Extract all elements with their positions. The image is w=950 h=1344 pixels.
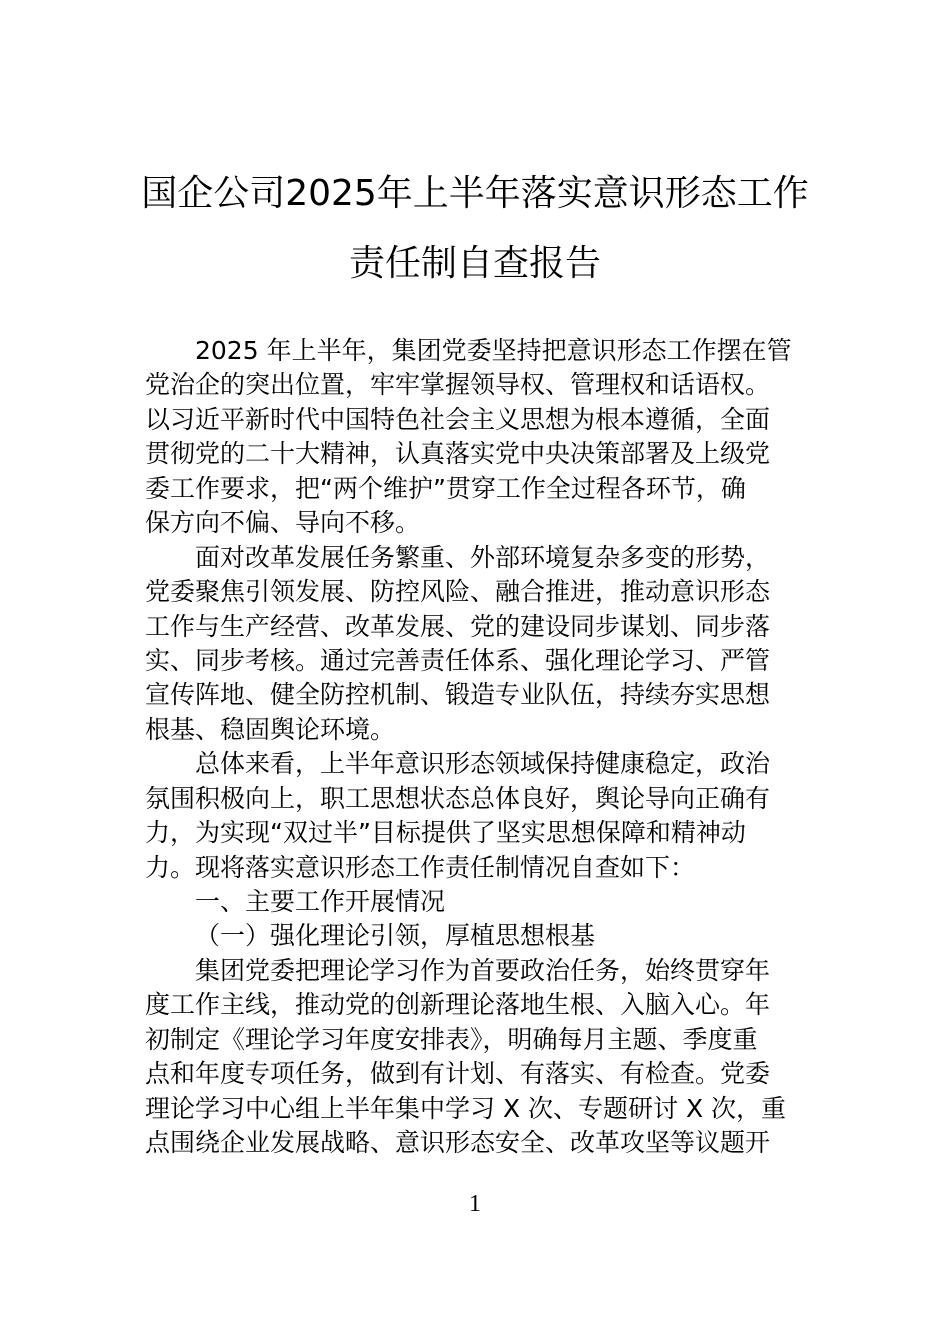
document-body [145,334,807,1161]
body-line: 工作与生产经营、改革发展、党的建设同步谋划、同步落 [145,611,771,641]
body-line: 理论学习中心组上半年集中学习 X 次、专题研讨 X 次，重 [145,1093,787,1123]
section-heading: 一、主要工作开展情况 [195,887,446,916]
body-line: 委工作要求，把“两个维护”贯穿工作全过程各环节，确 [145,473,746,503]
document-title-line-2: 责任制自查报告 [348,243,601,284]
body-line: 党治企的突出位置，牢牢掌握领导权、管理权和话语权。 [145,370,771,400]
body-line: 宣传阵地、健全防控机制、锻造专业队伍，持续夯实思想 [145,680,771,710]
body-line: 集团党委把理论学习作为首要政治任务，始终贯穿年 [195,955,771,985]
body-line: 力。现将落实意识形态工作责任制情况自查如下： [145,852,696,882]
document-title-line-1: 国企公司2025年上半年落实意识形态工作 [141,173,809,214]
page-number: 1 [469,1191,481,1217]
body-line: 党委聚焦引领发展、防控风险、融合推进，推动意识形态 [145,577,771,607]
body-line: 面对改革发展任务繁重、外部环境复杂多变的形势， [195,542,771,572]
body-line: 总体来看，上半年意识形态领域保持健康稳定，政治 [195,749,771,779]
body-line: 贯彻党的二十大精神，认真落实党中央决策部署及上级党 [145,439,771,469]
body-line: 度工作主线，推动党的创新理论落地生根、入脑入心。年 [145,990,771,1020]
body-line: 以习近平新时代中国特色社会主义思想为根本遵循，全面 [145,404,771,434]
body-line: 实、同步考核。通过完善责任体系、强化理论学习、严管 [145,645,771,675]
body-line: 点和年度专项任务，做到有计划、有落实、有检查。党委 [145,1059,771,1089]
body-line: 氛围积极向上，职工思想状态总体良好，舆论导向正确有 [145,783,771,813]
body-line: 初制定《理论学习年度安排表》，明确每月主题、季度重 [145,1024,758,1054]
body-line: 保方向不偏、导向不移。 [145,508,421,538]
body-line: 力，为实现“双过半”目标提供了坚实思想保障和精神动 [145,818,746,848]
body-line: 点围绕企业发展战略、意识形态安全、改革攻坚等议题开 [145,1128,771,1158]
body-line: 2025 年上半年，集团党委坚持把意识形态工作摆在管 [195,336,792,365]
body-line: 根基、稳固舆论环境。 [145,714,396,744]
subsection-heading: （一）强化理论引领，厚植思想根基 [195,921,596,951]
